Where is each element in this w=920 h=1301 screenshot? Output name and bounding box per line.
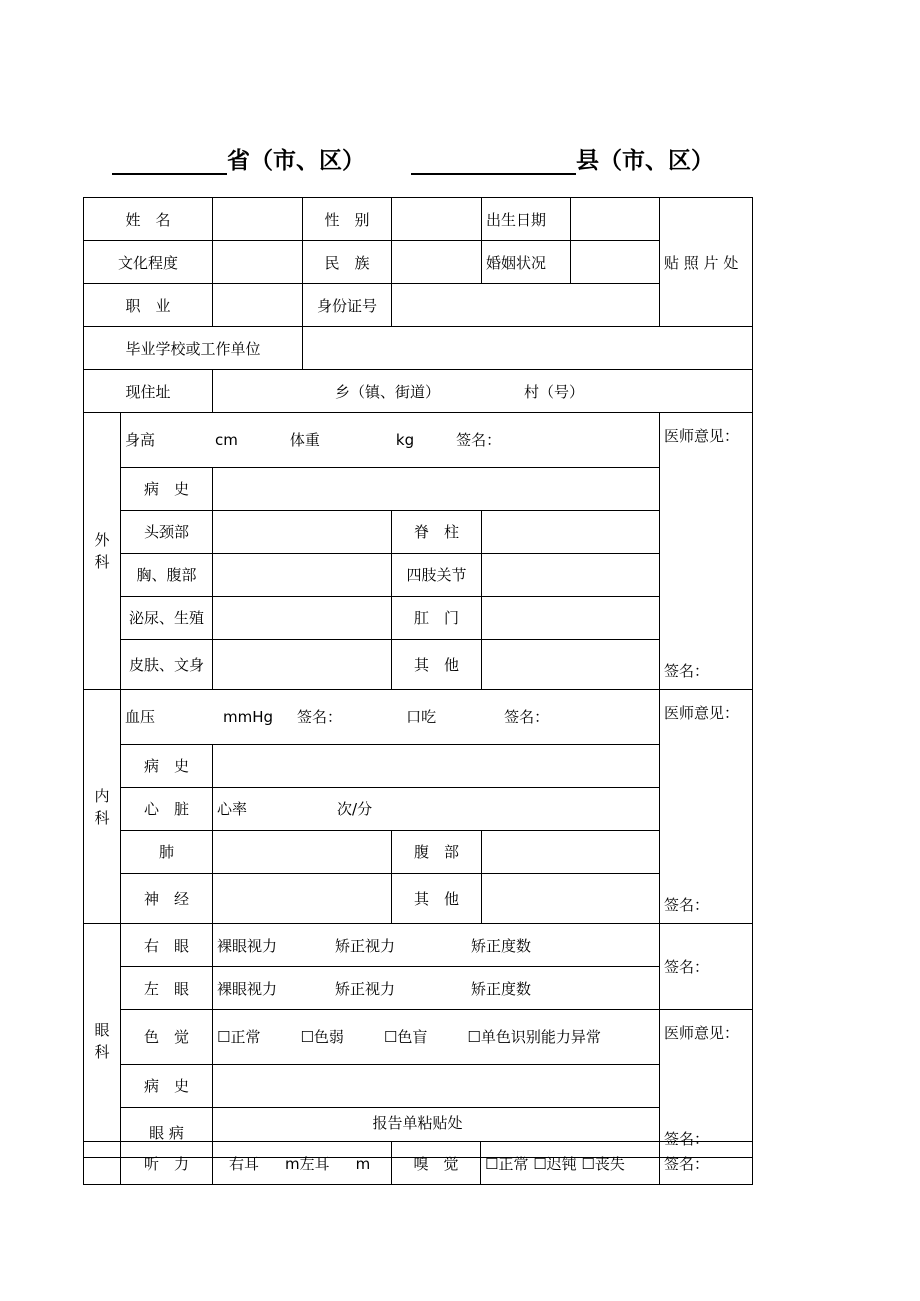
spine-field[interactable] bbox=[482, 510, 660, 553]
internal-char-1: 内 bbox=[94, 786, 110, 805]
left-eye-field[interactable] bbox=[213, 967, 660, 1010]
marital-field[interactable] bbox=[571, 241, 660, 284]
internal-sign[interactable]: 签名： bbox=[660, 873, 753, 924]
nerve-field[interactable] bbox=[213, 873, 392, 924]
chest-abdomen-label: 胸、腹部 bbox=[121, 553, 213, 596]
bp-label: 血压 bbox=[125, 708, 156, 727]
vision-sign[interactable]: 签名： bbox=[660, 924, 753, 1010]
internal-section-label bbox=[84, 690, 121, 924]
surgery-char-2: 科 bbox=[94, 553, 110, 571]
internal-other-label: 其 他 bbox=[392, 873, 482, 924]
internal-other-field[interactable] bbox=[482, 873, 660, 924]
birth-field[interactable] bbox=[571, 198, 660, 241]
chest-abdomen-field[interactable] bbox=[213, 553, 392, 596]
address-field[interactable] bbox=[213, 370, 753, 413]
internal-opinion-space-3[interactable] bbox=[660, 830, 753, 873]
mmhg-unit: mmHg bbox=[223, 708, 274, 727]
nerve-label: 神 经 bbox=[121, 873, 213, 924]
left-corrected-label: 矫正视力 bbox=[335, 979, 396, 998]
right-corrected-label: 矫正视力 bbox=[335, 936, 396, 955]
surgery-opinion-space-4[interactable] bbox=[660, 596, 753, 639]
form-title bbox=[112, 142, 752, 178]
heart-label: 心 脏 bbox=[121, 787, 213, 830]
left-ear-label: 左耳 bbox=[299, 1154, 330, 1173]
internal-abdomen-label: 腹 部 bbox=[392, 830, 482, 873]
eye-sign[interactable]: 签名： bbox=[660, 1107, 753, 1158]
left-ear-unit: m bbox=[355, 1154, 371, 1173]
gender-label: 性 别 bbox=[303, 198, 392, 241]
height-label: 身高 bbox=[125, 431, 156, 450]
township-label: 乡（镇、街道） bbox=[335, 382, 441, 401]
left-degree-label: 矫正度数 bbox=[471, 979, 532, 998]
limbs-field[interactable] bbox=[482, 553, 660, 596]
heart-field[interactable] bbox=[213, 787, 660, 830]
eye-doctor-opinion[interactable]: 医师意见： bbox=[660, 1010, 753, 1065]
anus-field[interactable] bbox=[482, 596, 660, 639]
eye-history-field[interactable] bbox=[213, 1064, 660, 1107]
internal-char-2: 科 bbox=[94, 808, 110, 827]
education-field[interactable] bbox=[213, 241, 303, 284]
report-attach-label: 报告单粘贴处 bbox=[372, 1114, 463, 1132]
occupation-field[interactable] bbox=[213, 284, 303, 327]
surgery-sign[interactable]: 签名： bbox=[660, 639, 753, 690]
right-naked-label: 裸眼视力 bbox=[217, 936, 278, 955]
surgery-history-label: 病 史 bbox=[121, 467, 213, 510]
hearing-field[interactable] bbox=[213, 1142, 392, 1185]
county-blank[interactable] bbox=[411, 149, 576, 175]
school-work-field[interactable] bbox=[303, 327, 753, 370]
left-naked-label: 裸眼视力 bbox=[217, 979, 278, 998]
color-blind-checkbox[interactable]: ☐色盲 bbox=[383, 1028, 428, 1047]
ent-sign[interactable]: 签名： bbox=[660, 1142, 753, 1185]
head-neck-field[interactable] bbox=[213, 510, 392, 553]
height-weight-row[interactable] bbox=[121, 413, 660, 468]
eye-char-2: 科 bbox=[94, 1042, 110, 1061]
internal-opinion-space[interactable] bbox=[660, 744, 753, 787]
occupation-label: 职 业 bbox=[84, 284, 213, 327]
surgery-opinion-space-2[interactable] bbox=[660, 510, 753, 553]
province-label: 省（市、区） bbox=[227, 148, 365, 174]
ent-section-label bbox=[84, 1142, 121, 1185]
right-eye-label: 右 眼 bbox=[121, 924, 213, 967]
color-normal-checkbox[interactable]: ☐正常 bbox=[217, 1028, 261, 1047]
education-label: 文化程度 bbox=[84, 241, 213, 284]
left-eye-label: 左 眼 bbox=[121, 967, 213, 1010]
bp-sign-label: 签名： bbox=[297, 708, 343, 727]
school-work-label: 毕业学校或工作单位 bbox=[84, 327, 303, 370]
lung-label: 肺 bbox=[121, 830, 213, 873]
right-ear-label: 右耳 bbox=[229, 1154, 260, 1173]
eye-opinion-space[interactable] bbox=[660, 1064, 753, 1107]
marital-label: 婚姻状况 bbox=[482, 241, 571, 284]
surgery-other-field[interactable] bbox=[482, 639, 660, 690]
head-neck-label: 头颈部 bbox=[121, 510, 213, 553]
spine-label: 脊 柱 bbox=[392, 510, 482, 553]
color-weak-checkbox[interactable]: ☐色弱 bbox=[300, 1028, 344, 1047]
color-vision-options bbox=[213, 1010, 660, 1065]
skin-label: 皮肤、文身 bbox=[121, 639, 213, 690]
cm-unit: cm bbox=[215, 431, 238, 450]
surgery-sign-label-1: 签名： bbox=[456, 431, 502, 450]
right-ear-unit: m bbox=[285, 1154, 300, 1173]
internal-abdomen-field[interactable] bbox=[482, 830, 660, 873]
urogenital-field[interactable] bbox=[213, 596, 392, 639]
skin-field[interactable] bbox=[213, 639, 392, 690]
stutter-label: 口吃 bbox=[406, 708, 437, 727]
ethnicity-label: 民 族 bbox=[303, 241, 392, 284]
anus-label: 肛 门 bbox=[392, 596, 482, 639]
surgery-other-label: 其 他 bbox=[392, 639, 482, 690]
internal-history-label: 病 史 bbox=[121, 744, 213, 787]
surgery-history-field[interactable] bbox=[213, 467, 660, 510]
eye-char-1: 眼 bbox=[94, 1020, 110, 1039]
surgery-opinion-space-3[interactable] bbox=[660, 553, 753, 596]
county-label: 县（市、区） bbox=[576, 148, 715, 174]
bp-row[interactable] bbox=[121, 690, 660, 745]
surgery-section-label bbox=[84, 413, 121, 690]
right-eye-field[interactable] bbox=[213, 924, 660, 967]
ethnicity-field[interactable] bbox=[392, 241, 482, 284]
per-min-unit: 次/分 bbox=[337, 800, 373, 818]
monochrome-abnormal-checkbox[interactable]: ☐单色识别能力异常 bbox=[467, 1028, 601, 1047]
name-label: 姓 名 bbox=[84, 198, 213, 241]
photo-area[interactable]: 贴 照 片 处 bbox=[660, 198, 753, 327]
heart-rate-label: 心率 bbox=[217, 800, 248, 818]
name-field[interactable] bbox=[213, 198, 303, 241]
page-cutoff bbox=[0, 1185, 920, 1301]
eye-history-label: 病 史 bbox=[121, 1064, 213, 1107]
hearing-label: 听 力 bbox=[121, 1142, 213, 1185]
stutter-sign-label: 签名： bbox=[504, 708, 550, 727]
limbs-label: 四肢关节 bbox=[392, 553, 482, 596]
color-vision-label: 色 觉 bbox=[121, 1010, 213, 1065]
smell-label: 嗅 觉 bbox=[392, 1142, 481, 1185]
weight-label: 体重 bbox=[289, 431, 320, 450]
kg-unit: kg bbox=[395, 431, 415, 450]
surgery-doctor-opinion[interactable]: 医师意见： bbox=[660, 413, 753, 468]
internal-doctor-opinion[interactable]: 医师意见： bbox=[660, 690, 753, 745]
id-number-label: 身份证号 bbox=[303, 284, 392, 327]
right-degree-label: 矫正度数 bbox=[471, 936, 532, 955]
smell-options[interactable]: ☐正常 ☐迟钝 ☐丧失 bbox=[481, 1142, 660, 1185]
internal-opinion-space-2[interactable] bbox=[660, 787, 753, 830]
physical-exam-form bbox=[83, 197, 753, 1158]
province-blank[interactable] bbox=[112, 149, 227, 175]
gender-field[interactable] bbox=[392, 198, 482, 241]
id-number-field[interactable] bbox=[392, 284, 660, 327]
lung-field[interactable] bbox=[213, 830, 392, 873]
urogenital-label: 泌尿、生殖 bbox=[121, 596, 213, 639]
surgery-char-1: 外 bbox=[94, 531, 110, 549]
surgery-opinion-space[interactable] bbox=[660, 467, 753, 510]
internal-history-field[interactable] bbox=[213, 744, 660, 787]
eye-disease-label: 眼 病 bbox=[121, 1107, 213, 1158]
village-label: 村（号） bbox=[524, 382, 585, 401]
birth-label: 出生日期 bbox=[482, 198, 571, 241]
address-label: 现住址 bbox=[84, 370, 213, 413]
